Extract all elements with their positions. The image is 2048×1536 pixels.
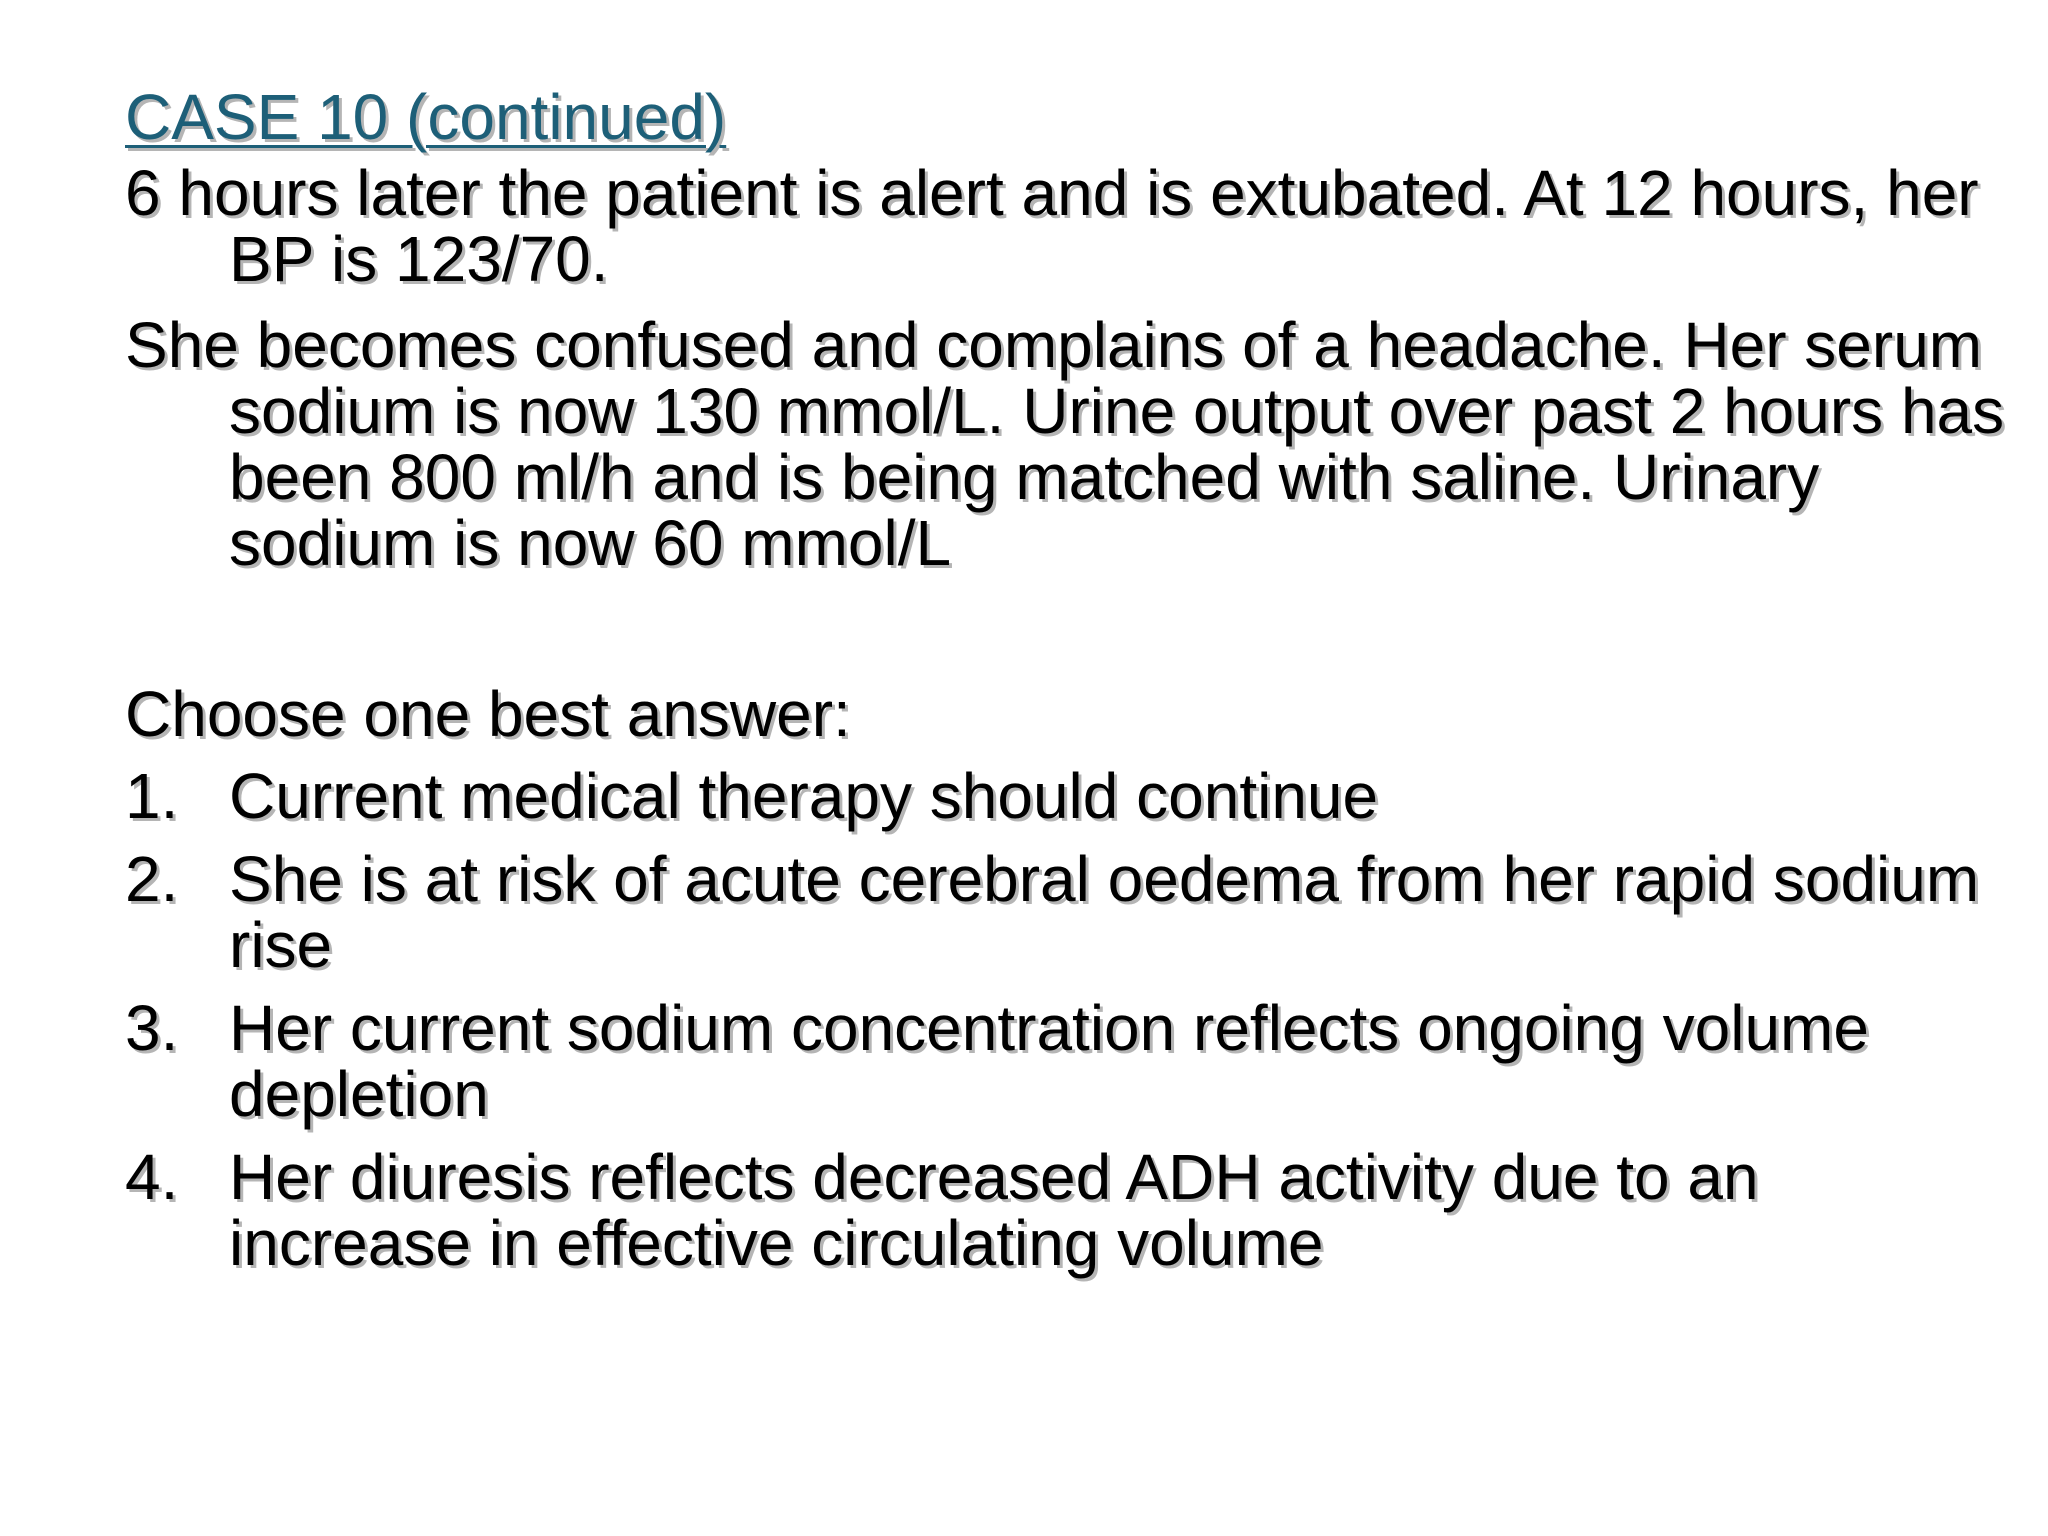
slide-content	[125, 78, 2005, 1293]
answer-option-number: 3.	[125, 992, 179, 1064]
answer-option-number: 1.	[125, 760, 179, 832]
answer-option-3	[125, 992, 2005, 1130]
answer-options	[125, 760, 2005, 1279]
answer-option-text: Current medical therapy should continue	[229, 760, 1379, 832]
slide-title: CASE 10 (continued)	[125, 81, 727, 153]
answer-option-text: She is at risk of acute cerebral oedema from her rapid sodium rise	[229, 843, 1980, 981]
question-prompt: Choose one best answer:	[125, 678, 851, 750]
answer-option-2	[125, 843, 2005, 981]
answer-option-text: Her diuresis reflects decreased ADH activity due to an increase in effective circulating volume	[229, 1141, 1759, 1279]
answer-option-4	[125, 1141, 2005, 1279]
answer-option-1	[125, 760, 2005, 832]
paragraph-sodium-status: She becomes confused and complains of a headache. Her serum sodium is now 130 mmol/L. Urine output over past 2 hours has been 800 ml/h and is being matched with saline. Urinary sodium is now 60 mmol/L	[125, 309, 2005, 579]
answer-option-number: 4.	[125, 1141, 179, 1213]
answer-option-text: Her current sodium concentration reflects ongoing volume depletion	[229, 992, 1869, 1130]
answer-option-number: 2.	[125, 843, 179, 915]
paragraph-extubation: 6 hours later the patient is alert and is extubated. At 12 hours, her BP is 123/70.	[125, 157, 1979, 295]
section-spacer	[125, 576, 2005, 681]
